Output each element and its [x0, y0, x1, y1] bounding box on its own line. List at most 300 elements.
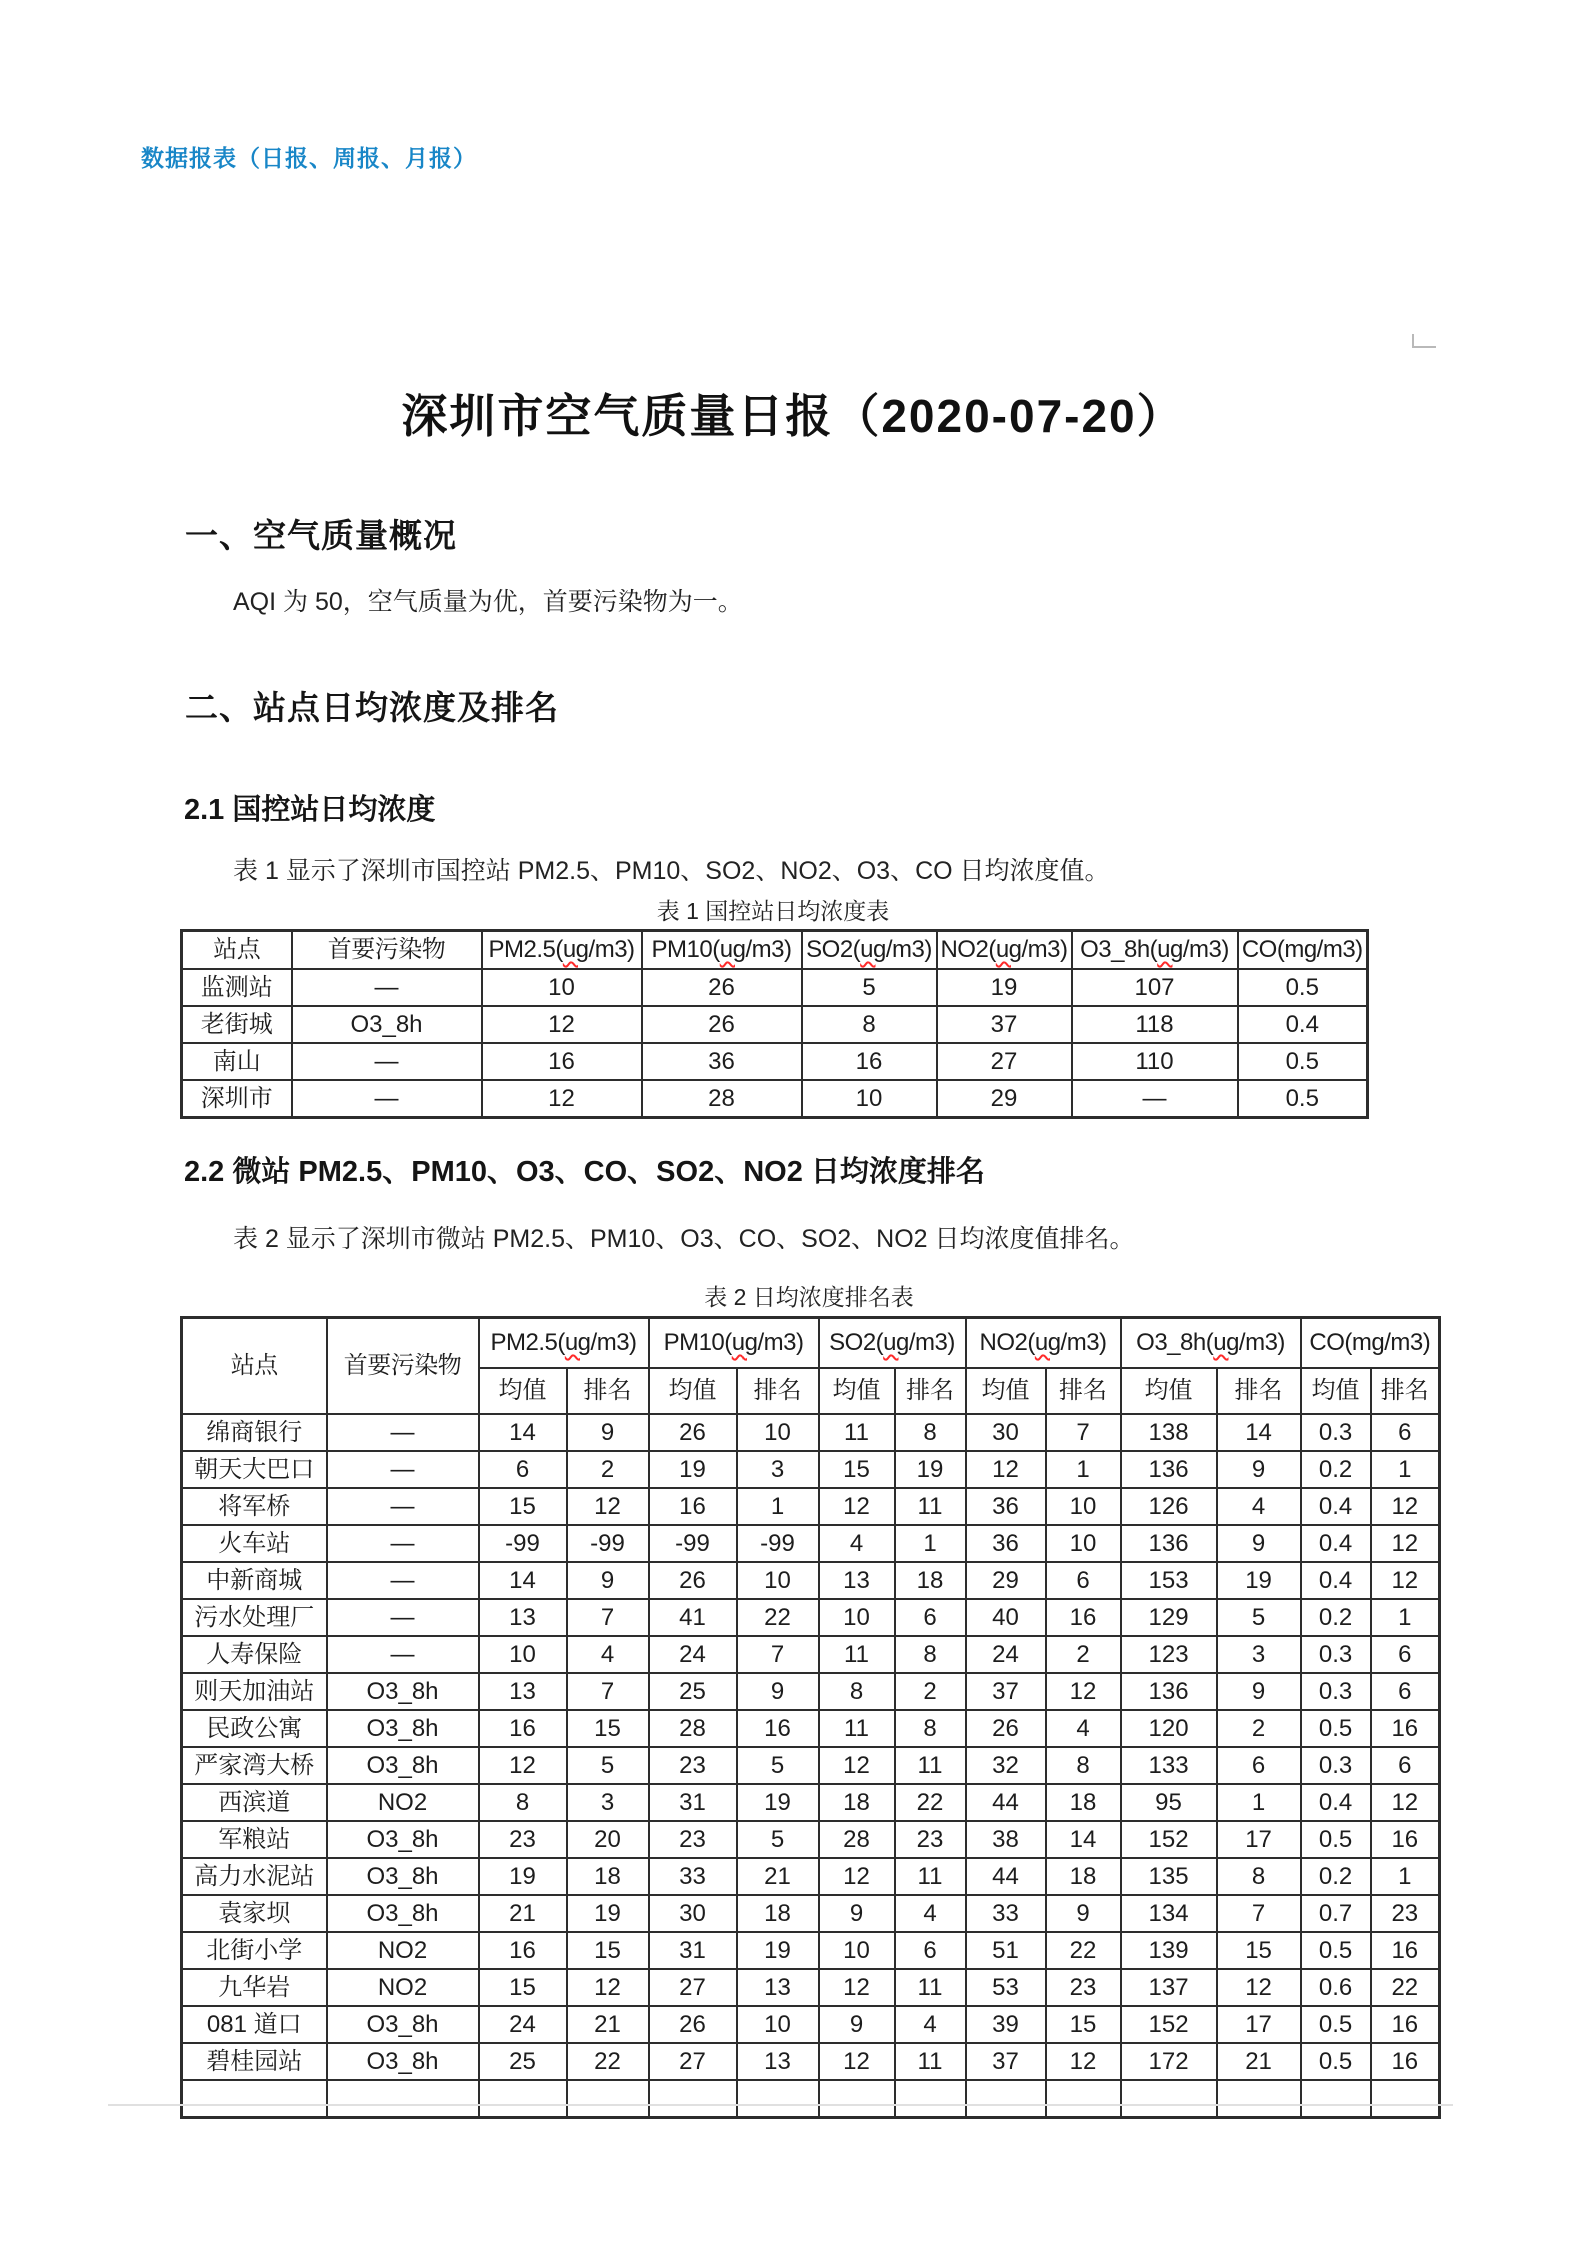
- station-cell: 中新商城: [182, 1562, 327, 1599]
- table-row: [182, 1488, 1440, 1525]
- mean-cell: 12: [819, 1747, 895, 1784]
- mean-cell: 0.3: [1301, 1636, 1371, 1673]
- rank-cell: 6: [1217, 1747, 1301, 1784]
- mean-cell: 152: [1121, 1821, 1217, 1858]
- rank-cell: 10: [737, 1414, 819, 1451]
- rank-cell: 1: [737, 1488, 819, 1525]
- table-row: [182, 2043, 1440, 2080]
- mean-cell: 23: [649, 1821, 737, 1858]
- value-cell: 118: [1072, 1006, 1238, 1043]
- table-row: [182, 969, 1368, 1006]
- value-cell: 16: [482, 1043, 642, 1080]
- primary-pollutant-cell: O3_8h: [292, 1006, 482, 1043]
- mean-cell: 44: [966, 1784, 1046, 1821]
- mean-cell: 123: [1121, 1636, 1217, 1673]
- mean-cell: 12: [819, 2043, 895, 2080]
- mean-cell: 38: [966, 1821, 1046, 1858]
- rank-cell: 4: [895, 1895, 966, 1932]
- rank-cell: 1: [1217, 1784, 1301, 1821]
- station-cell: 军粮站: [182, 1821, 327, 1858]
- primary-pollutant-cell: NO2: [327, 1932, 479, 1969]
- empty-cell: [1121, 2080, 1217, 2118]
- rank-cell: 4: [1217, 1488, 1301, 1525]
- table-row: [182, 1858, 1440, 1895]
- rank-cell: 19: [567, 1895, 649, 1932]
- mean-subheader: 均值: [1121, 1368, 1217, 1414]
- rank-cell: 3: [1217, 1636, 1301, 1673]
- rank-cell: 18: [567, 1858, 649, 1895]
- value-cell: 12: [482, 1080, 642, 1118]
- aqi-summary-text: AQI 为 50，空气质量为优，首要污染物为一。: [233, 588, 743, 616]
- table-2-head: [182, 1318, 1440, 1415]
- section-1-heading: 一、空气质量概况: [185, 517, 457, 554]
- mean-cell: 15: [479, 1488, 567, 1525]
- table-row: [182, 1599, 1440, 1636]
- page-title: 深圳市空气质量日报（2020-07-20）: [401, 390, 1185, 442]
- rank-cell: 2: [895, 1673, 966, 1710]
- rank-cell: 1: [1371, 1451, 1440, 1488]
- rank-cell: 7: [1046, 1414, 1121, 1451]
- rank-cell: 16: [1371, 2006, 1440, 2043]
- spellcheck-underline: ug: [564, 1329, 591, 1357]
- rank-cell: 8: [1217, 1858, 1301, 1895]
- rank-cell: 23: [1371, 1895, 1440, 1932]
- rank-cell: 15: [567, 1710, 649, 1747]
- rank-subheader: 排名: [895, 1368, 966, 1414]
- primary-pollutant-cell: O3_8h: [327, 2043, 479, 2080]
- primary-pollutant-cell: O3_8h: [327, 1747, 479, 1784]
- rank-cell: 5: [737, 1821, 819, 1858]
- mean-cell: 4: [819, 1525, 895, 1562]
- rank-cell: 4: [1046, 1710, 1121, 1747]
- table-2-body: [182, 1414, 1440, 2118]
- mean-cell: 0.2: [1301, 1858, 1371, 1895]
- mean-cell: 32: [966, 1747, 1046, 1784]
- mean-cell: 30: [649, 1895, 737, 1932]
- mean-cell: 12: [966, 1451, 1046, 1488]
- mean-cell: 21: [479, 1895, 567, 1932]
- mean-cell: 129: [1121, 1599, 1217, 1636]
- column-group-header: SO2(ug/m3): [819, 1318, 966, 1369]
- mean-cell: 27: [649, 1969, 737, 2006]
- column-header: PM10(ug/m3): [642, 931, 802, 970]
- mean-cell: 136: [1121, 1525, 1217, 1562]
- primary-pollutant-cell: —: [292, 1080, 482, 1118]
- primary-pollutant-cell: —: [327, 1562, 479, 1599]
- table-row: [182, 1080, 1368, 1118]
- empty-cell: [895, 2080, 966, 2118]
- table-row: [182, 1710, 1440, 1747]
- rank-cell: -99: [567, 1525, 649, 1562]
- rank-cell: 12: [1371, 1488, 1440, 1525]
- rank-cell: 9: [1217, 1525, 1301, 1562]
- value-cell: 5: [802, 969, 937, 1006]
- column-header: CO(mg/m3): [1238, 931, 1368, 970]
- mean-cell: 0.5: [1301, 1932, 1371, 1969]
- value-cell: 12: [482, 1006, 642, 1043]
- mean-cell: 152: [1121, 2006, 1217, 2043]
- rank-cell: 15: [567, 1932, 649, 1969]
- rank-cell: 15: [1217, 1932, 1301, 1969]
- mean-cell: 0.2: [1301, 1451, 1371, 1488]
- rank-cell: 18: [737, 1895, 819, 1932]
- column-group-header: PM10(ug/m3): [649, 1318, 819, 1369]
- table-row: [182, 1451, 1440, 1488]
- mean-cell: 138: [1121, 1414, 1217, 1451]
- page-cut-shadow-line: [108, 2104, 1453, 2106]
- value-cell: 10: [802, 1080, 937, 1118]
- table-row: [182, 1895, 1440, 1932]
- rank-cell: 10: [737, 1562, 819, 1599]
- primary-pollutant-cell: O3_8h: [327, 1821, 479, 1858]
- micro-station-ranking-table: [180, 1316, 1441, 2119]
- rank-cell: 7: [567, 1599, 649, 1636]
- rank-cell: 12: [567, 1969, 649, 2006]
- mean-cell: 25: [479, 2043, 567, 2080]
- mean-cell: 137: [1121, 1969, 1217, 2006]
- value-cell: 0.5: [1238, 1043, 1368, 1080]
- primary-pollutant-cell: O3_8h: [327, 1895, 479, 1932]
- mean-cell: 25: [649, 1673, 737, 1710]
- empty-cell: [819, 2080, 895, 2118]
- value-cell: 26: [642, 1006, 802, 1043]
- value-cell: 28: [642, 1080, 802, 1118]
- table-1-body: [182, 969, 1368, 1118]
- station-cell: 污水处理厂: [182, 1599, 327, 1636]
- mean-cell: 16: [649, 1488, 737, 1525]
- rank-cell: 6: [1046, 1562, 1121, 1599]
- primary-pollutant-cell: O3_8h: [327, 2006, 479, 2043]
- value-cell: 0.5: [1238, 1080, 1368, 1118]
- station-cell: 西滨道: [182, 1784, 327, 1821]
- rank-cell: 11: [895, 2043, 966, 2080]
- mean-cell: 0.5: [1301, 2006, 1371, 2043]
- mean-cell: 44: [966, 1858, 1046, 1895]
- mean-cell: 16: [479, 1710, 567, 1747]
- mean-cell: 33: [649, 1858, 737, 1895]
- mean-cell: 134: [1121, 1895, 1217, 1932]
- mean-cell: 27: [649, 2043, 737, 2080]
- rank-cell: 12: [1046, 2043, 1121, 2080]
- mean-cell: -99: [649, 1525, 737, 1562]
- rank-cell: 6: [1371, 1747, 1440, 1784]
- mean-cell: 26: [649, 2006, 737, 2043]
- rank-cell: 22: [737, 1599, 819, 1636]
- section-2-1-heading: 2.1 国控站日均浓度: [184, 794, 436, 826]
- empty-cell: [1046, 2080, 1121, 2118]
- rank-cell: 11: [895, 1488, 966, 1525]
- mean-cell: 126: [1121, 1488, 1217, 1525]
- mean-cell: 26: [966, 1710, 1046, 1747]
- rank-cell: 9: [1217, 1451, 1301, 1488]
- mean-cell: 0.3: [1301, 1673, 1371, 1710]
- rank-cell: 12: [567, 1488, 649, 1525]
- mean-cell: 24: [479, 2006, 567, 2043]
- table-row: [182, 1562, 1440, 1599]
- rank-cell: 1: [1371, 1858, 1440, 1895]
- rank-cell: 21: [567, 2006, 649, 2043]
- mean-cell: 135: [1121, 1858, 1217, 1895]
- mean-cell: 13: [479, 1599, 567, 1636]
- rank-cell: 9: [737, 1673, 819, 1710]
- value-cell: 0.5: [1238, 969, 1368, 1006]
- rank-cell: 21: [1217, 2043, 1301, 2080]
- table-2-caption: 表 2 日均浓度排名表: [704, 1284, 914, 1310]
- rank-cell: 2: [567, 1451, 649, 1488]
- rank-cell: 12: [1371, 1525, 1440, 1562]
- column-header: 首要污染物: [292, 931, 482, 970]
- rank-cell: 18: [1046, 1858, 1121, 1895]
- rank-cell: 21: [737, 1858, 819, 1895]
- primary-pollutant-cell: —: [292, 969, 482, 1006]
- value-cell: 107: [1072, 969, 1238, 1006]
- rank-cell: 16: [1046, 1599, 1121, 1636]
- mean-cell: 11: [819, 1636, 895, 1673]
- empty-cell: [1371, 2080, 1440, 2118]
- empty-cell: [1301, 2080, 1371, 2118]
- rank-cell: 16: [737, 1710, 819, 1747]
- column-group-header: O3_8h(ug/m3): [1121, 1318, 1301, 1369]
- mean-cell: 30: [966, 1414, 1046, 1451]
- mean-cell: 28: [819, 1821, 895, 1858]
- rank-cell: 8: [895, 1636, 966, 1673]
- mean-cell: 0.6: [1301, 1969, 1371, 2006]
- column-header: 站点: [182, 931, 292, 970]
- spellcheck-underline: ug: [1157, 936, 1183, 964]
- mean-cell: 53: [966, 1969, 1046, 2006]
- column-header: PM2.5(ug/m3): [482, 931, 642, 970]
- station-cell: 深圳市: [182, 1080, 292, 1118]
- station-cell: 九华岩: [182, 1969, 327, 2006]
- mean-cell: 39: [966, 2006, 1046, 2043]
- mean-cell: 0.7: [1301, 1895, 1371, 1932]
- rank-cell: 5: [567, 1747, 649, 1784]
- station-cell: 老街城: [182, 1006, 292, 1043]
- table-header-row: [182, 931, 1368, 970]
- mean-cell: 13: [479, 1673, 567, 1710]
- table-row: [182, 1006, 1368, 1043]
- rank-subheader: 排名: [567, 1368, 649, 1414]
- section-2-2-heading: 2.2 微站 PM2.5、PM10、O3、CO、SO2、NO2 日均浓度排名: [184, 1156, 985, 1188]
- mean-cell: 14: [479, 1414, 567, 1451]
- mean-cell: 12: [819, 1969, 895, 2006]
- rank-cell: 10: [1046, 1525, 1121, 1562]
- rank-cell: 9: [1217, 1673, 1301, 1710]
- mean-cell: 0.4: [1301, 1562, 1371, 1599]
- rank-subheader: 排名: [737, 1368, 819, 1414]
- mean-cell: 13: [819, 1562, 895, 1599]
- station-cell: 绵商银行: [182, 1414, 327, 1451]
- value-cell: 36: [642, 1043, 802, 1080]
- station-cell: 将军桥: [182, 1488, 327, 1525]
- primary-pollutant-cell: NO2: [327, 1969, 479, 2006]
- mean-subheader: 均值: [479, 1368, 567, 1414]
- rank-cell: 18: [895, 1562, 966, 1599]
- mean-cell: 19: [479, 1858, 567, 1895]
- rank-cell: 1: [1371, 1599, 1440, 1636]
- primary-pollutant-cell: O3_8h: [327, 1673, 479, 1710]
- rank-cell: 5: [1217, 1599, 1301, 1636]
- empty-cell: [1217, 2080, 1301, 2118]
- rank-cell: 7: [737, 1636, 819, 1673]
- rank-cell: 2: [1046, 1636, 1121, 1673]
- primary-pollutant-cell: —: [327, 1525, 479, 1562]
- spellcheck-underline: ug: [1213, 1329, 1239, 1357]
- value-cell: 29: [937, 1080, 1072, 1118]
- table-row: [182, 1784, 1440, 1821]
- empty-cell: [327, 2080, 479, 2118]
- rank-cell: 9: [567, 1562, 649, 1599]
- column-header-station: 站点: [182, 1318, 327, 1415]
- mean-cell: 29: [966, 1562, 1046, 1599]
- primary-pollutant-cell: —: [327, 1414, 479, 1451]
- value-cell: 110: [1072, 1043, 1238, 1080]
- mean-cell: 10: [479, 1636, 567, 1673]
- rank-cell: 11: [895, 1858, 966, 1895]
- rank-cell: 22: [1371, 1969, 1440, 2006]
- cut-off-row: [182, 2080, 1440, 2118]
- station-cell: 袁家坝: [182, 1895, 327, 1932]
- rank-cell: 6: [1371, 1673, 1440, 1710]
- value-cell: 26: [642, 969, 802, 1006]
- mean-cell: 28: [649, 1710, 737, 1747]
- rank-cell: 6: [1371, 1636, 1440, 1673]
- mean-subheader: 均值: [966, 1368, 1046, 1414]
- empty-cell: [966, 2080, 1046, 2118]
- rank-cell: 22: [567, 2043, 649, 2080]
- mean-cell: 11: [819, 1710, 895, 1747]
- mean-cell: 0.5: [1301, 2043, 1371, 2080]
- mean-cell: 26: [649, 1562, 737, 1599]
- mean-cell: -99: [479, 1525, 567, 1562]
- rank-cell: 19: [895, 1451, 966, 1488]
- mean-cell: 9: [819, 1895, 895, 1932]
- mean-cell: 15: [819, 1451, 895, 1488]
- value-cell: —: [1072, 1080, 1238, 1118]
- spellcheck-underline: ug: [562, 936, 589, 964]
- column-group-header: PM2.5(ug/m3): [479, 1318, 649, 1369]
- mean-cell: 36: [966, 1525, 1046, 1562]
- rank-cell: 12: [1217, 1969, 1301, 2006]
- primary-pollutant-cell: —: [327, 1488, 479, 1525]
- primary-pollutant-cell: —: [327, 1451, 479, 1488]
- primary-pollutant-cell: —: [292, 1043, 482, 1080]
- mean-cell: 0.3: [1301, 1414, 1371, 1451]
- mean-cell: 10: [819, 1932, 895, 1969]
- mean-cell: 23: [649, 1747, 737, 1784]
- mean-cell: 0.5: [1301, 1710, 1371, 1747]
- rank-cell: 5: [737, 1747, 819, 1784]
- mean-cell: 6: [479, 1451, 567, 1488]
- table-row: [182, 1821, 1440, 1858]
- rank-cell: 3: [737, 1451, 819, 1488]
- mean-cell: 0.3: [1301, 1747, 1371, 1784]
- primary-pollutant-cell: O3_8h: [327, 1710, 479, 1747]
- column-header-pollutant: 首要污染物: [327, 1318, 479, 1415]
- mean-cell: 37: [966, 2043, 1046, 2080]
- rank-cell: 1: [1046, 1451, 1121, 1488]
- column-header: O3_8h(ug/m3): [1072, 931, 1238, 970]
- primary-pollutant-cell: NO2: [327, 1784, 479, 1821]
- spellcheck-underline: ug: [1034, 1329, 1061, 1357]
- column-group-header: NO2(ug/m3): [966, 1318, 1121, 1369]
- rank-cell: 3: [567, 1784, 649, 1821]
- rank-cell: 16: [1371, 1710, 1440, 1747]
- mean-cell: 0.2: [1301, 1599, 1371, 1636]
- mean-cell: 136: [1121, 1451, 1217, 1488]
- mean-cell: 8: [819, 1673, 895, 1710]
- rank-cell: 20: [567, 1821, 649, 1858]
- table-row: [182, 1673, 1440, 1710]
- spellcheck-underline: ug: [860, 936, 886, 964]
- mean-cell: 136: [1121, 1673, 1217, 1710]
- rank-cell: 10: [737, 2006, 819, 2043]
- rank-cell: 7: [1217, 1895, 1301, 1932]
- mean-cell: 15: [479, 1969, 567, 2006]
- rank-cell: 12: [1371, 1562, 1440, 1599]
- table-row: [182, 1747, 1440, 1784]
- primary-pollutant-cell: O3_8h: [327, 1858, 479, 1895]
- mean-cell: 16: [479, 1932, 567, 1969]
- table-row: [182, 1525, 1440, 1562]
- table-row: [182, 1043, 1368, 1080]
- mean-cell: 26: [649, 1414, 737, 1451]
- rank-subheader: 排名: [1371, 1368, 1440, 1414]
- station-cell: 碧桂园站: [182, 2043, 327, 2080]
- rank-cell: 15: [1046, 2006, 1121, 2043]
- rank-cell: 11: [895, 1969, 966, 2006]
- mean-cell: 95: [1121, 1784, 1217, 1821]
- station-cell: 监测站: [182, 969, 292, 1006]
- rank-cell: 11: [895, 1747, 966, 1784]
- primary-pollutant-cell: —: [327, 1599, 479, 1636]
- mean-cell: 12: [819, 1858, 895, 1895]
- mean-cell: 120: [1121, 1710, 1217, 1747]
- rank-cell: 19: [1217, 1562, 1301, 1599]
- empty-cell: [182, 2080, 327, 2118]
- mean-subheader: 均值: [649, 1368, 737, 1414]
- mean-cell: 18: [819, 1784, 895, 1821]
- rank-cell: 4: [895, 2006, 966, 2043]
- table-row: [182, 1636, 1440, 1673]
- report-type-note: 数据报表（日报、周报、月报）: [141, 145, 477, 171]
- mean-cell: 37: [966, 1673, 1046, 1710]
- mean-subheader: 均值: [1301, 1368, 1371, 1414]
- rank-cell: 13: [737, 1969, 819, 2006]
- spellcheck-underline: ug: [883, 1329, 909, 1357]
- rank-cell: 18: [1046, 1784, 1121, 1821]
- section-2-heading: 二、站点日均浓度及排名: [185, 689, 559, 726]
- mean-cell: 24: [649, 1636, 737, 1673]
- rank-cell: 6: [1371, 1414, 1440, 1451]
- table-row: [182, 1414, 1440, 1451]
- page-corner-crop-mark: [1412, 334, 1436, 348]
- empty-cell: [567, 2080, 649, 2118]
- rank-cell: 9: [567, 1414, 649, 1451]
- station-cell: 民政公寓: [182, 1710, 327, 1747]
- mean-cell: 31: [649, 1784, 737, 1821]
- rank-cell: 6: [895, 1932, 966, 1969]
- rank-cell: 23: [895, 1821, 966, 1858]
- mean-cell: 8: [479, 1784, 567, 1821]
- mean-cell: 153: [1121, 1562, 1217, 1599]
- table-1-caption: 表 1 国控站日均浓度表: [656, 898, 890, 924]
- column-header: SO2(ug/m3): [802, 931, 937, 970]
- mean-subheader: 均值: [819, 1368, 895, 1414]
- mean-cell: 10: [819, 1599, 895, 1636]
- rank-subheader: 排名: [1046, 1368, 1121, 1414]
- mean-cell: 12: [819, 1488, 895, 1525]
